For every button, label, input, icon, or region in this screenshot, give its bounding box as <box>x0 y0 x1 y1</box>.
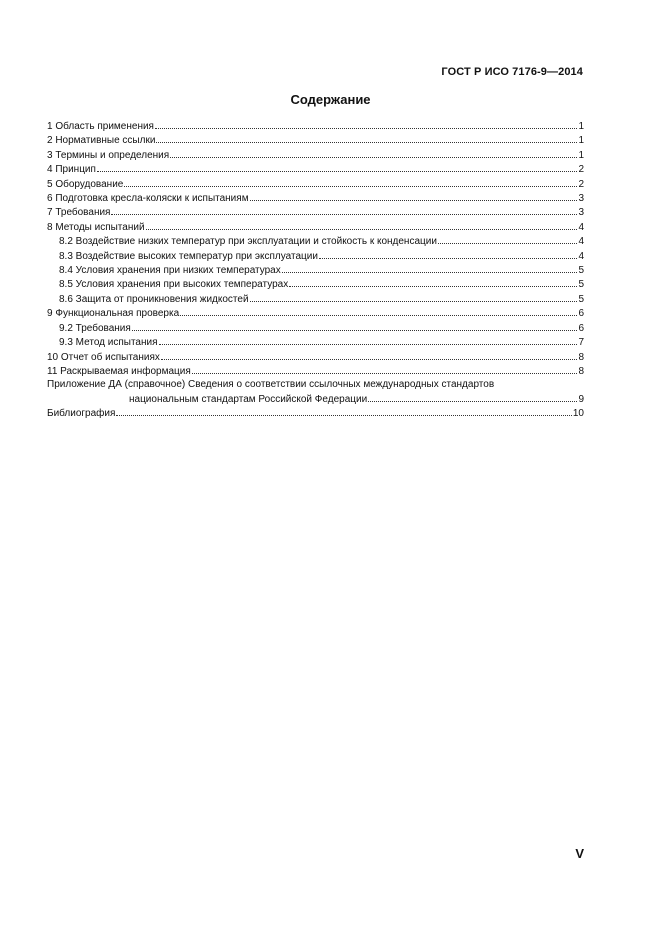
toc-leader <box>116 406 571 416</box>
toc-entry-title: 8 Методы испытаний <box>47 221 145 233</box>
toc-leader <box>146 220 578 230</box>
toc-leader <box>319 249 578 259</box>
toc-entry-page: 1 <box>578 121 584 132</box>
toc-leader <box>250 191 578 201</box>
toc-entry-title: 1 Область применения <box>47 121 154 132</box>
toc-entry-10[interactable] <box>47 350 584 364</box>
toc-entry-8-3[interactable] <box>47 249 584 263</box>
toc-entry-page: 8 <box>578 365 584 377</box>
toc-entry-title: 8.2 Воздействие низких температур при эксплуатации и стойкость к конденсации <box>59 236 437 248</box>
toc-leader <box>289 277 577 287</box>
toc-entry-title: 3 Термины и определения <box>47 149 170 161</box>
page-title: Содержание <box>290 92 371 107</box>
toc-entry-appendix-da-line2[interactable] <box>47 392 584 406</box>
toc-entry-title: 10 Отчет об испытаниях <box>47 351 160 363</box>
toc-leader <box>159 335 578 345</box>
toc-leader <box>156 133 577 143</box>
toc-entry-page: 6 <box>578 308 584 320</box>
toc-entry-title: 4 Принцип <box>47 164 96 176</box>
toc-entry-page: 6 <box>578 322 584 334</box>
standard-designation: ГОСТ Р ИСО 7176-9—2014 <box>441 66 583 78</box>
toc-leader <box>124 177 577 187</box>
toc-entry-6[interactable] <box>47 191 584 205</box>
toc-entry-title: 9 Функциональная проверка <box>47 308 180 320</box>
toc-entry-8-4[interactable] <box>47 263 584 277</box>
table-of-contents <box>47 119 584 421</box>
toc-leader <box>192 364 578 374</box>
toc-entry-title: 8.5 Условия хранения при высоких температурах <box>59 279 289 291</box>
toc-leader <box>170 148 577 158</box>
toc-entry-8-5[interactable] <box>47 277 584 291</box>
toc-entry-9-2[interactable] <box>47 321 584 335</box>
toc-entry-page: 9 <box>578 393 584 405</box>
toc-entry-page: 4 <box>578 236 584 248</box>
toc-entry-8-2[interactable] <box>47 234 584 248</box>
toc-entry-page: 5 <box>578 265 584 277</box>
toc-leader <box>97 162 578 172</box>
toc-entry-title: 8.4 Условия хранения при низких температурах <box>59 265 281 277</box>
toc-entry-appendix-da-line1[interactable] <box>47 378 584 391</box>
toc-entry-title: 2 Нормативные ссылки <box>47 135 156 147</box>
toc-entry-9[interactable] <box>47 306 584 320</box>
toc-leader <box>111 205 577 215</box>
toc-entry-page: 4 <box>578 250 584 262</box>
toc-entry-8-6[interactable] <box>47 292 584 306</box>
toc-entry-title: 7 Требования <box>47 207 111 219</box>
toc-entry-2[interactable] <box>47 133 584 147</box>
toc-leader <box>161 350 578 360</box>
toc-leader <box>438 234 578 244</box>
toc-entry-page: 10 <box>572 408 584 420</box>
toc-leader <box>368 392 577 402</box>
toc-entry-4[interactable] <box>47 162 584 176</box>
toc-leader <box>155 119 577 129</box>
toc-leader <box>180 306 577 316</box>
toc-entry-page: 2 <box>578 164 584 176</box>
toc-entry-title: Библиография <box>47 408 116 420</box>
toc-entry-page: 2 <box>578 178 584 190</box>
toc-entry-page: 3 <box>578 207 584 219</box>
page-number: V <box>575 846 584 861</box>
toc-entry-9-3[interactable] <box>47 335 584 349</box>
toc-entry-3[interactable] <box>47 148 584 162</box>
toc-entry-page: 8 <box>578 351 584 363</box>
toc-entry-page: 7 <box>578 337 584 349</box>
toc-entry-title: 6 Подготовка кресла-коляски к испытаниям <box>47 193 249 205</box>
toc-entry-1[interactable] <box>47 119 584 133</box>
toc-entry-page: 3 <box>578 193 584 205</box>
toc-entry-7[interactable] <box>47 205 584 219</box>
toc-entry-page: 5 <box>578 293 584 305</box>
toc-entry-page: 5 <box>578 279 584 291</box>
toc-entry-title: 5 Оборудование <box>47 178 124 190</box>
toc-entry-8[interactable] <box>47 220 584 234</box>
toc-leader <box>282 263 578 273</box>
toc-entry-title: 9.3 Метод испытания <box>59 337 158 349</box>
toc-entry-title: Приложение ДА (справочное) Сведения о соответствии ссылочных международных стандартов <box>47 379 495 391</box>
toc-entry-bibliography[interactable] <box>47 406 584 420</box>
toc-entry-page: 4 <box>578 221 584 233</box>
toc-entry-title: 11 Раскрываемая информация <box>47 365 191 377</box>
toc-entry-title: национальным стандартам Российской Федерации <box>129 393 368 405</box>
toc-entry-5[interactable] <box>47 177 584 191</box>
toc-entry-title: 8.6 Защита от проникновения жидкостей <box>59 293 249 305</box>
toc-entry-title: 8.3 Воздействие высоких температур при эксплуатации <box>59 250 318 262</box>
toc-leader <box>250 292 578 302</box>
toc-entry-page: 1 <box>578 135 584 147</box>
toc-leader <box>132 321 578 331</box>
toc-entry-page: 1 <box>578 149 584 161</box>
toc-entry-title: 9.2 Требования <box>59 322 131 334</box>
toc-entry-11[interactable] <box>47 364 584 378</box>
